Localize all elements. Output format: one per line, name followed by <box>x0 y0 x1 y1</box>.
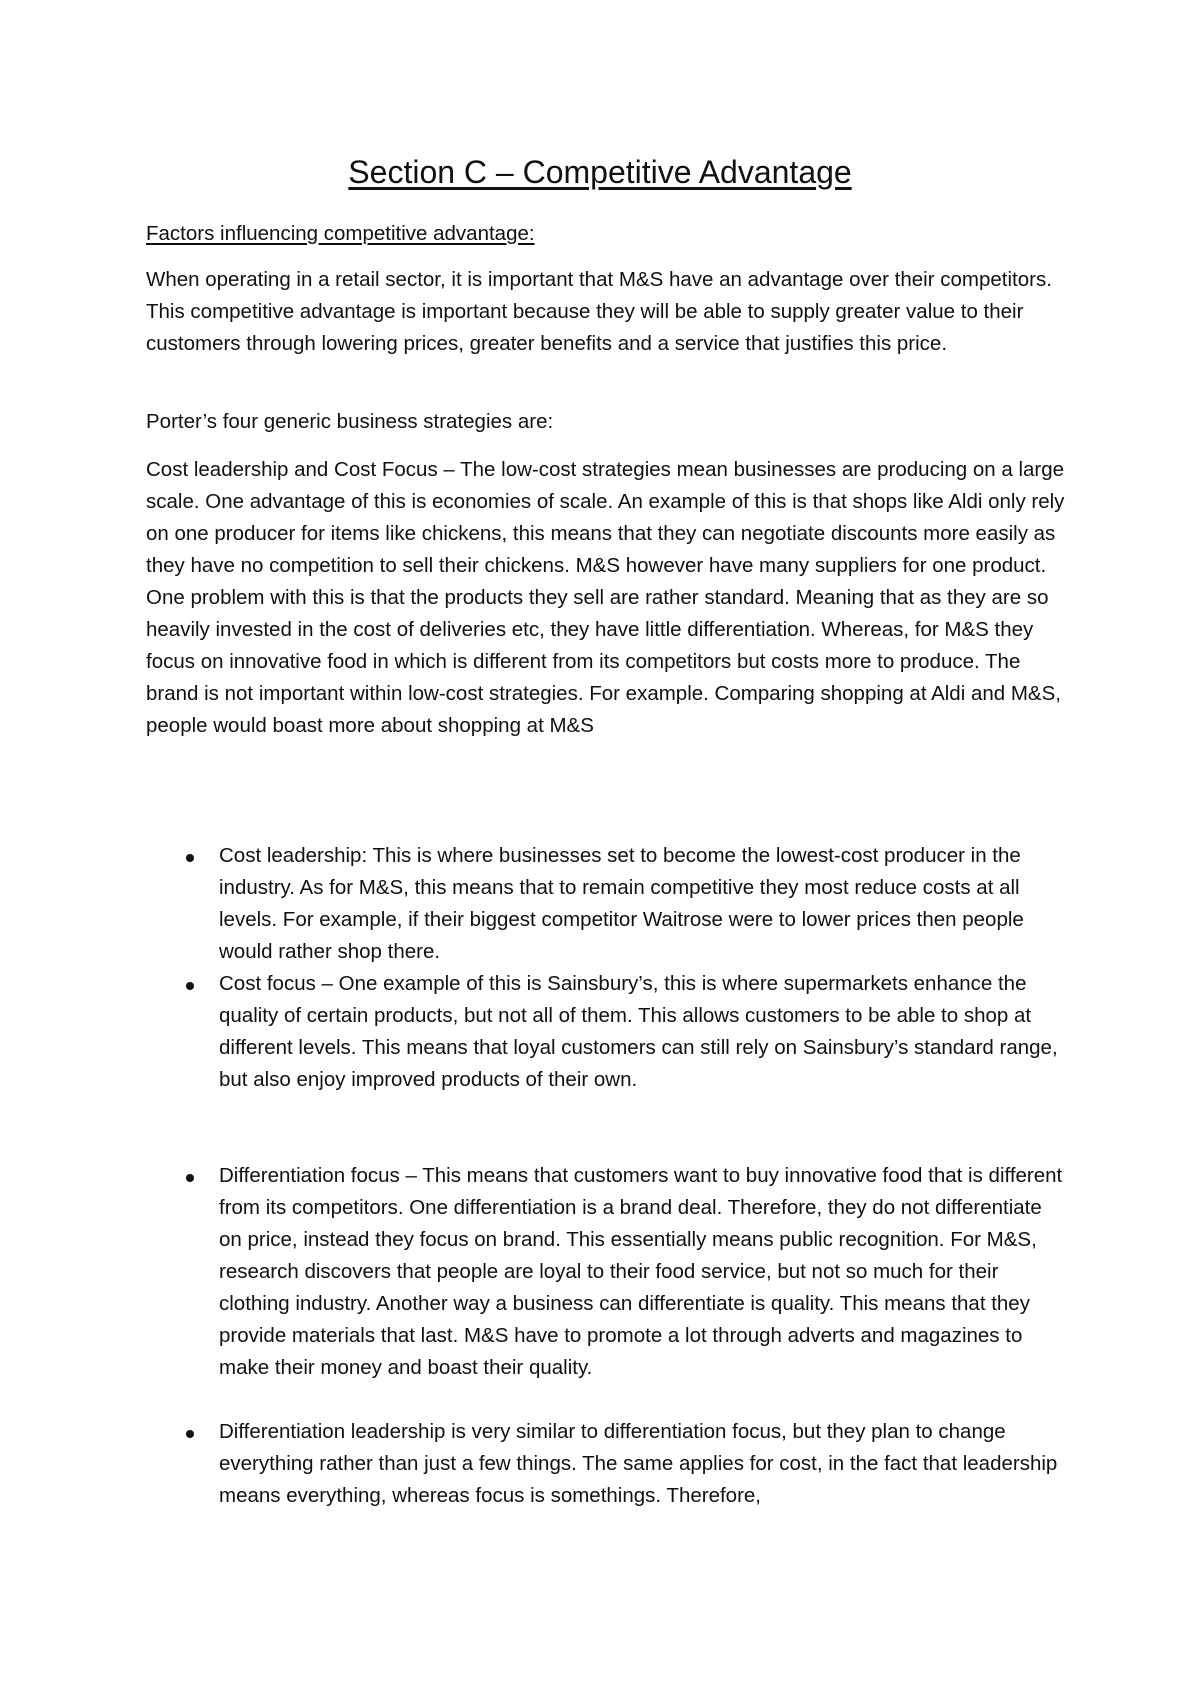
bullet-icon <box>186 854 194 862</box>
bullet-text-cost-leadership: Cost leadership: This is where businesses set to become the lowest-cost producer in the industry. As for M&S, this means that to remain competitive they most reduce costs at all levels. For example, if their biggest competitor Waitrose were to lower prices then people would rather shop there. <box>219 844 1024 963</box>
bullet-text-cost-focus: Cost focus – One example of this is Sainsbury’s, this is where supermarkets enhance the quality of certain products, but not all of them. This allows customers to be able to shop at different levels. This means that loyal customers can still rely on Sainsbury’s standard range, but also enjoy improved products of their own. <box>219 972 1058 1091</box>
paragraph-intro: When operating in a retail sector, it is important that M&S have an advantage over their competitors. This competitive advantage is important because they will be able to supply greater value to their customers through lowering prices, greater benefits and a service that justifies this price. <box>146 268 1052 355</box>
bullet-text-differentiation-focus: Differentiation focus – This means that customers want to buy innovative food that is different from its competitors. One differentiation is a brand deal. Therefore, they do not differentiate on price, instead they focus on brand. This essentially means public recognition. For M&S, research discovers that people are loyal to their food service, but not so much for their clothing industry. Another way a business can differentiate is quality. This means that they provide materials that last. M&S have to promote a lot through adverts and magazines to make their money and boast their quality. <box>219 1164 1063 1379</box>
bullet-icon <box>186 1174 194 1182</box>
paragraph-cost-leadership-focus: Cost leadership and Cost Focus – The low-cost strategies mean businesses are producing on a large scale. One advantage of this is economies of scale. An example of this is that shops like Aldi only rely on one producer for items like chickens, this means that they can negotiate discounts more easily as they have no competition to sell their chickens. M&S however have many suppliers for one product. One problem with this is that the products they sell are rather standard. Meaning that as they are so heavily invested in the cost of deliveries etc, they have little differentiation. Whereas, for M&S they focus on innovative food in which is different from its competitors but costs more to produce. The brand is not important within low-cost strategies. For example. Comparing shopping at Aldi and M&S, people would boast more about shopping at M&S <box>146 458 1065 737</box>
bullet-text-differentiation-leadership: Differentiation leadership is very similar to differentiation focus, but they plan to change everything rather than just a few things. The same applies for cost, in the fact that leadership means everything, whereas focus is somethings. Therefore, <box>219 1420 1058 1507</box>
bullet-icon <box>186 982 194 990</box>
paragraph-strategies-intro: Porter’s four generic business strategies are: <box>146 410 554 433</box>
page-title: Section C – Competitive Advantage <box>348 154 852 190</box>
section-subheading: Factors influencing competitive advantage: <box>146 222 535 245</box>
bullet-icon <box>186 1430 194 1438</box>
